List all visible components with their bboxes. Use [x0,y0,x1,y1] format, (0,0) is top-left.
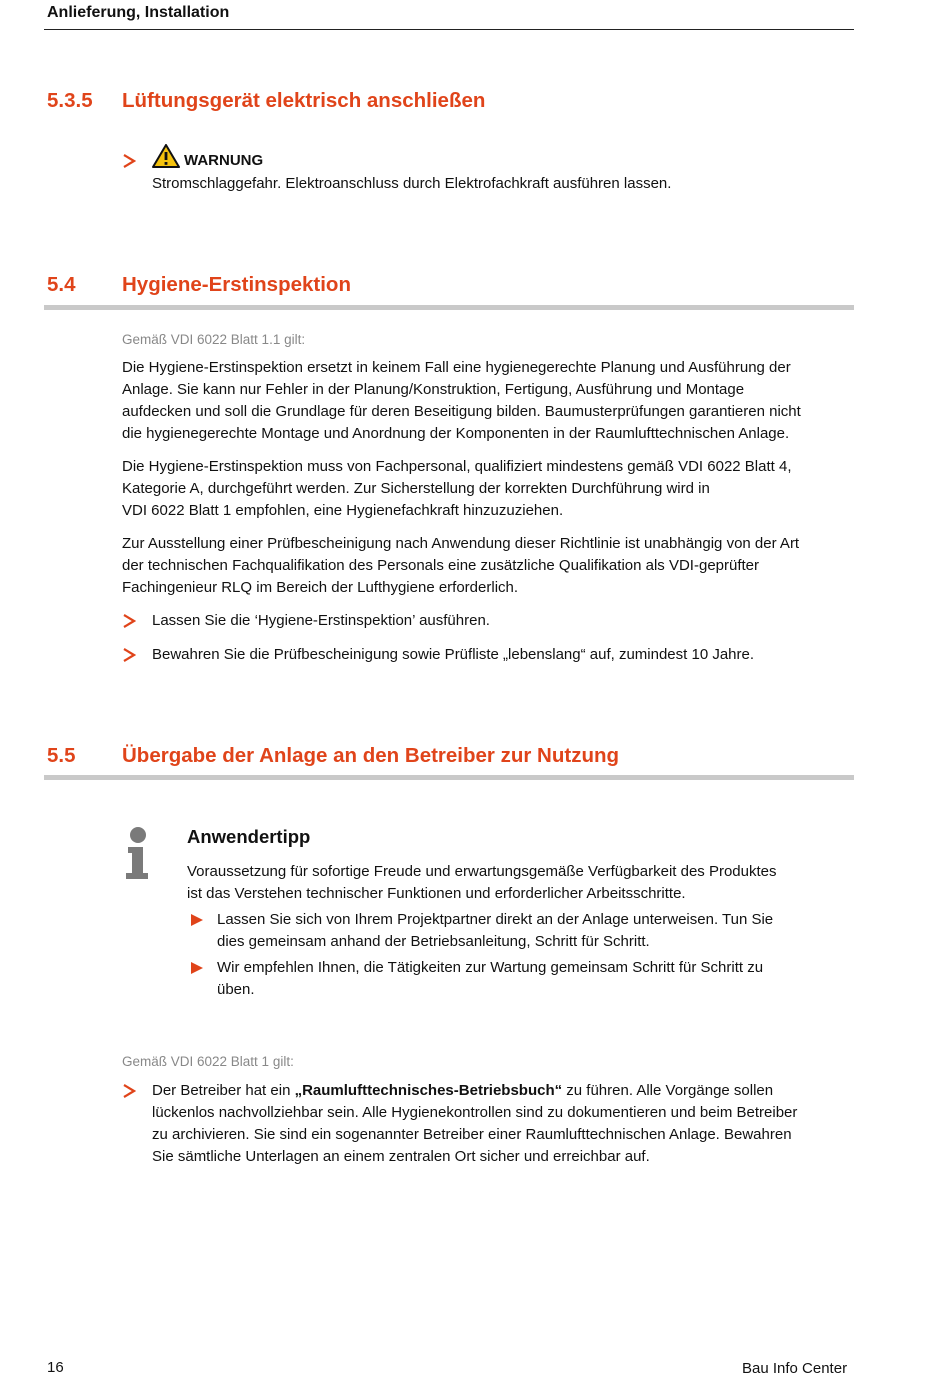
section-title: Lüftungsgerät elektrisch anschließen [122,89,486,112]
arrow-bullet-icon [122,648,136,662]
section-rule [44,305,854,310]
paragraph [122,533,857,599]
section-title: Hygiene-Erstinspektion [122,273,351,296]
page-number: 16 [47,1359,64,1376]
triangle-bullet-icon [190,961,204,975]
operator-line: lückenlos nachvollziehbar sein. Alle Hygienekontrollen sind zu dokumentieren und beim Betreiber [152,1104,798,1121]
warning-label: WARNUNG [184,152,264,169]
operator-line: Sie sämtliche Unterlagen an einem zentralen Ort sicher und erreichbar auf. [152,1148,650,1165]
operator-list-item [152,1080,852,1168]
tip-line: Voraussetzung für sofortige Freude und erwartungsgemäße Verfügbarkeit des Produktes [187,863,777,880]
paragraph [122,456,857,522]
arrow-bullet-icon [122,614,136,628]
list-item: Bewahren Sie die Prüfbescheinigung sowie Prüfliste „lebenslang“ auf, zumindest 10 Jahre. [152,646,755,663]
header-rule [44,29,854,30]
tip-text [187,861,827,905]
paragraph-line: Anlage. Sie kann nur Fehler in der Planung/Konstruktion, Fertigung, Ausführung und Montage [122,381,745,398]
paragraph-line: Fachingenieur RLQ im Bereich der Lufthygiene erforderlich. [122,579,519,596]
logbook-term: „Raumlufttechnisches-Betriebsbuch“ [294,1082,563,1099]
operator-prefix: Der Betreiber hat ein [152,1082,295,1099]
tip-list-line: üben. [217,981,255,998]
tip-list-line: dies gemeinsam anhand der Betriebsanleitung, Schritt für Schritt. [217,933,650,950]
paragraph-line: die hygienegerechte Montage und Anordnung der Komponenten in der Raumlufttechnischen Anlage. [122,425,790,442]
warning-text: Stromschlaggefahr. Elektroanschluss durch Elektrofachkraft ausführen lassen. [152,175,672,192]
tip-line: ist das Verstehen technischer Funktionen und erforderlicher Arbeitsschritte. [187,885,686,902]
paragraph-line: Die Hygiene-Erstinspektion muss von Fachpersonal, qualifiziert mindestens gemäß VDI 6022 Blatt 4, [122,458,792,475]
arrow-bullet-icon [122,1084,136,1098]
section-rule [44,775,854,780]
tip-list-item [217,909,837,953]
section-number: 5.4 [47,273,76,296]
reference-note: Gemäß VDI 6022 Blatt 1 gilt: [122,1054,294,1069]
operator-line: zu archivieren. Sie sind ein sogenannter Betreiber einer Raumlufttechnischen Anlage. Bewahren [152,1126,792,1143]
paragraph-line: aufdecken und soll die Grundlage für deren Beseitigung bilden. Baumusterprüfungen garantieren nicht [122,403,801,420]
warning-triangle-icon [152,144,180,168]
footer-brand: Bau Info Center [742,1360,848,1377]
list-item: Lassen Sie die ‘Hygiene-Erstinspektion’ ausführen. [152,612,490,629]
paragraph-line: der technischen Fachqualifikation des Personals eine zusätzliche Qualifikation als VDI-geprüfter [122,557,760,574]
tip-heading: Anwendertipp [187,826,311,847]
operator-suffix: zu führen. Alle Vorgänge sollen [562,1082,774,1099]
paragraph [122,357,857,445]
section-title: Übergabe der Anlage an den Betreiber zur Nutzung [122,744,620,767]
paragraph-line: Kategorie A, durchgeführt werden. Zur Sicherstellung der korrekten Durchführung wird in [122,480,710,497]
section-number: 5.3.5 [47,89,93,112]
tip-list-line: Lassen Sie sich von Ihrem Projektpartner direkt an der Anlage unterweisen. Tun Sie [217,911,774,928]
arrow-bullet-icon [122,154,136,168]
section-number: 5.5 [47,744,76,767]
reference-note: Gemäß VDI 6022 Blatt 1.1 gilt: [122,332,306,347]
tip-list-item [217,957,837,1001]
paragraph-line: VDI 6022 Blatt 1 empfohlen, eine Hygienefachkraft hinzuzuziehen. [122,502,564,519]
info-icon [122,826,156,880]
tip-list-line: Wir empfehlen Ihnen, die Tätigkeiten zur Wartung gemeinsam Schritt für Schritt zu [217,959,764,976]
running-header: Anlieferung, Installation [47,4,230,21]
paragraph-line: Die Hygiene-Erstinspektion ersetzt in keinem Fall eine hygienegerechte Planung und Ausführung der [122,359,791,376]
paragraph-line: Zur Ausstellung einer Prüfbescheinigung nach Anwendung dieser Richtlinie ist unabhängig von der Art [122,535,800,552]
triangle-bullet-icon [190,913,204,927]
operator-line [152,1080,852,1102]
